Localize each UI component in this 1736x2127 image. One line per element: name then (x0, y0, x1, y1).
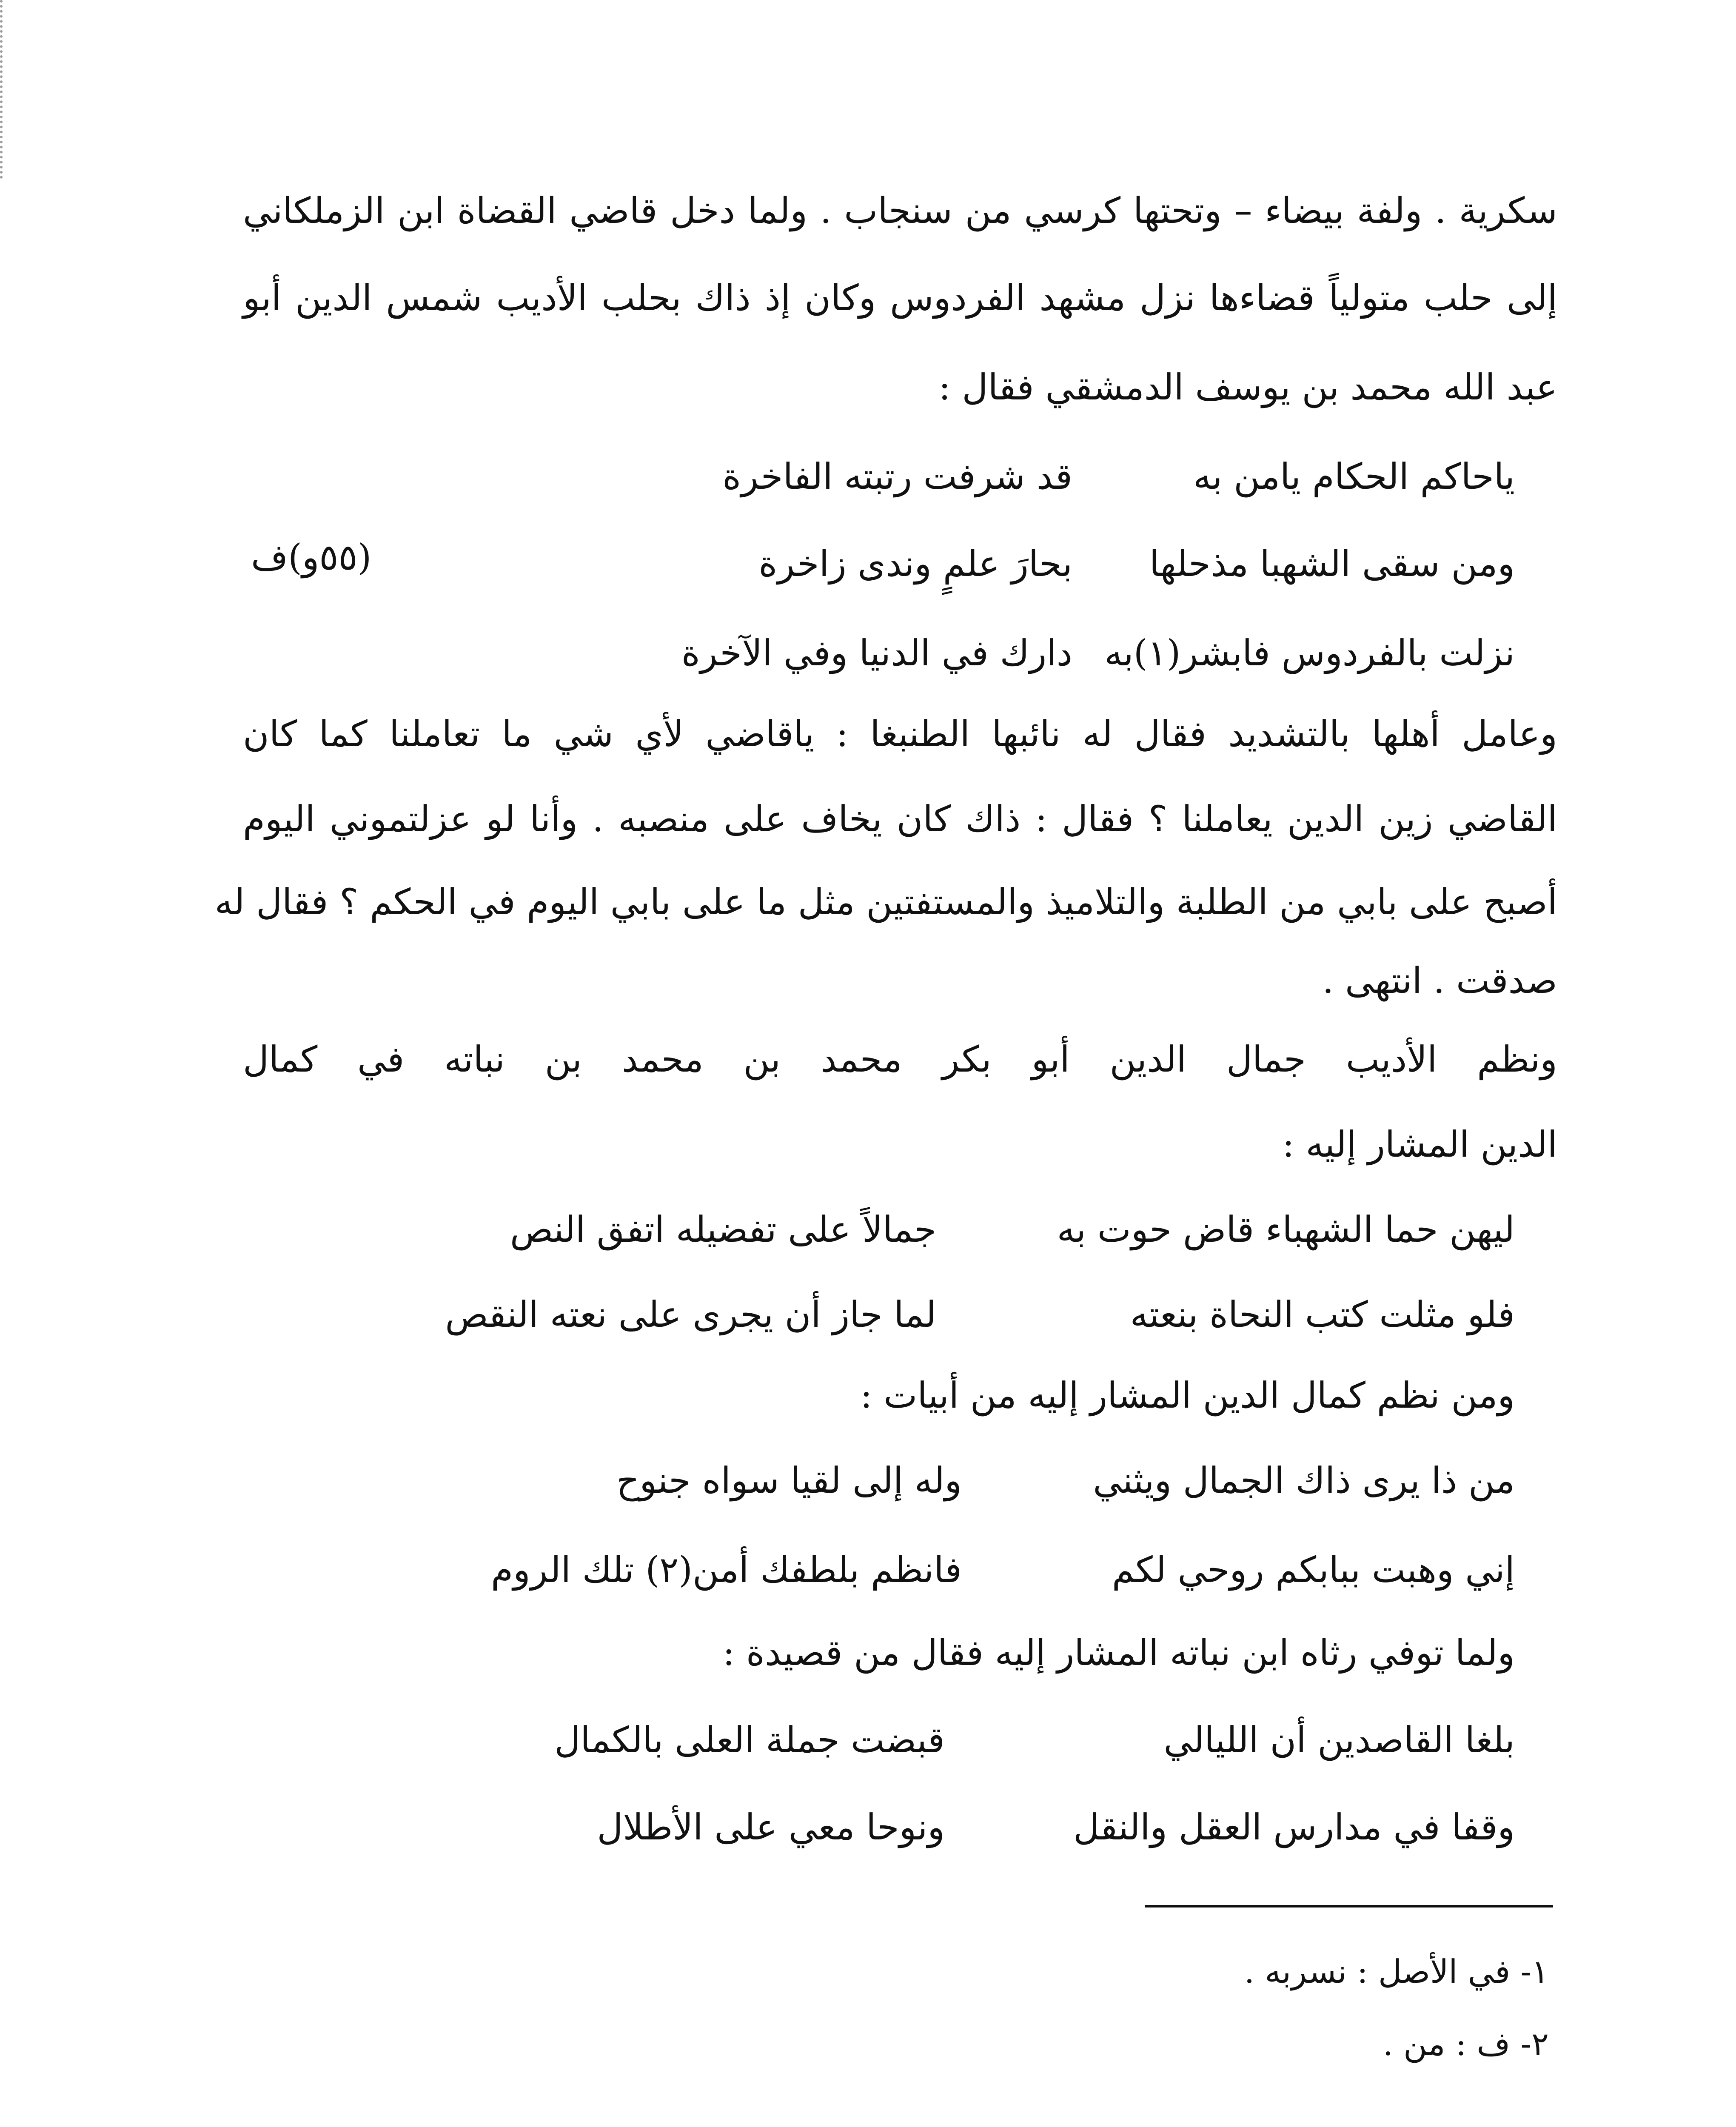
footnote-1: ١- في الأصل : نسربه . (1244, 1953, 1549, 1990)
footnote-separator (1145, 1905, 1553, 1907)
text-line-9: الدين المشار إليه : (1282, 1123, 1557, 1165)
manuscript-folio-marker: (٥٥و)ف (251, 536, 372, 578)
text-line-1: سكرية . ولفة بيضاء – وتحتها كرسي من سنجاب . ولما دخل قاضي القضاة ابن الزملكاني (243, 190, 1557, 231)
poem4-verse-2-second-hemistich: ونوحا معي على الأطلال (597, 1806, 945, 1848)
poem1-verse-2-second-hemistich: بحارَ علمٍ وندى زاخرة (758, 543, 1072, 584)
scan-edge-mark (0, 0, 9, 179)
poem4-verse-2-first-hemistich: وقفا في مدارس العقل والنقل (1073, 1806, 1515, 1848)
poem2-verse-2-first-hemistich: فلو مثلت كتب النحاة بنعته (1130, 1294, 1515, 1335)
text-line-7: صدقت . انتهى . (1322, 960, 1557, 1001)
text-line-4: وعامل أهلها بالتشديد فقال له نائبها الطنبغا : ياقاضي لأي شي ما تعاملنا كما كان (243, 713, 1558, 755)
poem4-verse-1-second-hemistich: قبضت جملة العلى بالكمال (554, 1719, 945, 1761)
poem3-verse-1-first-hemistich: من ذا يرى ذاك الجمال ويثني (1093, 1460, 1515, 1501)
text-line-8: ونظم الأديب جمال الدين أبو بكر محمد بن محمد بن نباته في كمال (243, 1038, 1557, 1080)
poem4-verse-1-first-hemistich: بلغا القاصدين أن الليالي (1163, 1719, 1515, 1761)
poem2-verse-2-second-hemistich: لما جاز أن يجرى على نعته النقص (445, 1294, 936, 1335)
poem1-verse-2-first-hemistich: ومن سقى الشهبا مذحلها (1149, 543, 1515, 584)
poem2-verse-1-second-hemistich: جمالاً على تفضيله اتفق النص (510, 1209, 936, 1250)
poem3-verse-2-second-hemistich: فانظم بلطفك أمن(٢) تلك الروم (491, 1549, 962, 1591)
poem3-verse-2-first-hemistich: إني وهبت ببابكم روحي لكم (1112, 1549, 1515, 1591)
poem1-verse-1-second-hemistich: قد شرفت رتبته الفاخرة (722, 456, 1072, 497)
poem1-verse-3-second-hemistich: دارك في الدنيا وفي الآخرة (681, 632, 1072, 674)
poem3-intro-line: ومن نظم كمال الدين المشار إليه من أبيات : (860, 1374, 1515, 1416)
poem1-verse-1-first-hemistich: ياحاكم الحكام يامن به (1193, 456, 1515, 497)
text-line-3: عبد الله محمد بن يوسف الدمشقي فقال : (938, 366, 1557, 408)
text-line-5: القاضي زين الدين يعاملنا ؟ فقال : ذاك كان يخاف على منصبه . وأنا لو عزلتموني اليوم (243, 798, 1557, 840)
poem2-verse-1-first-hemistich: ليهن حما الشهباء قاض حوت به (1057, 1209, 1515, 1250)
text-line-6: أصبح على بابي من الطلبة والتلاميذ والمستفتين مثل ما على بابي اليوم في الحكم ؟ فقال له (214, 881, 1557, 923)
footnote-2: ٢- ف : من . (1383, 2025, 1549, 2063)
poem4-intro-line: ولما توفي رثاه ابن نباته المشار إليه فقال من قصيدة : (722, 1632, 1515, 1674)
poem3-verse-1-second-hemistich: وله إلى لقيا سواه جنوح (616, 1460, 962, 1501)
text-line-2: إلى حلب متولياً قضاءها نزل مشهد الفردوس وكان إذ ذاك بحلب الأديب شمس الدين أبو (243, 277, 1557, 319)
poem1-verse-3-first-hemistich: نزلت بالفردوس فابشر(١)به (1104, 632, 1515, 674)
